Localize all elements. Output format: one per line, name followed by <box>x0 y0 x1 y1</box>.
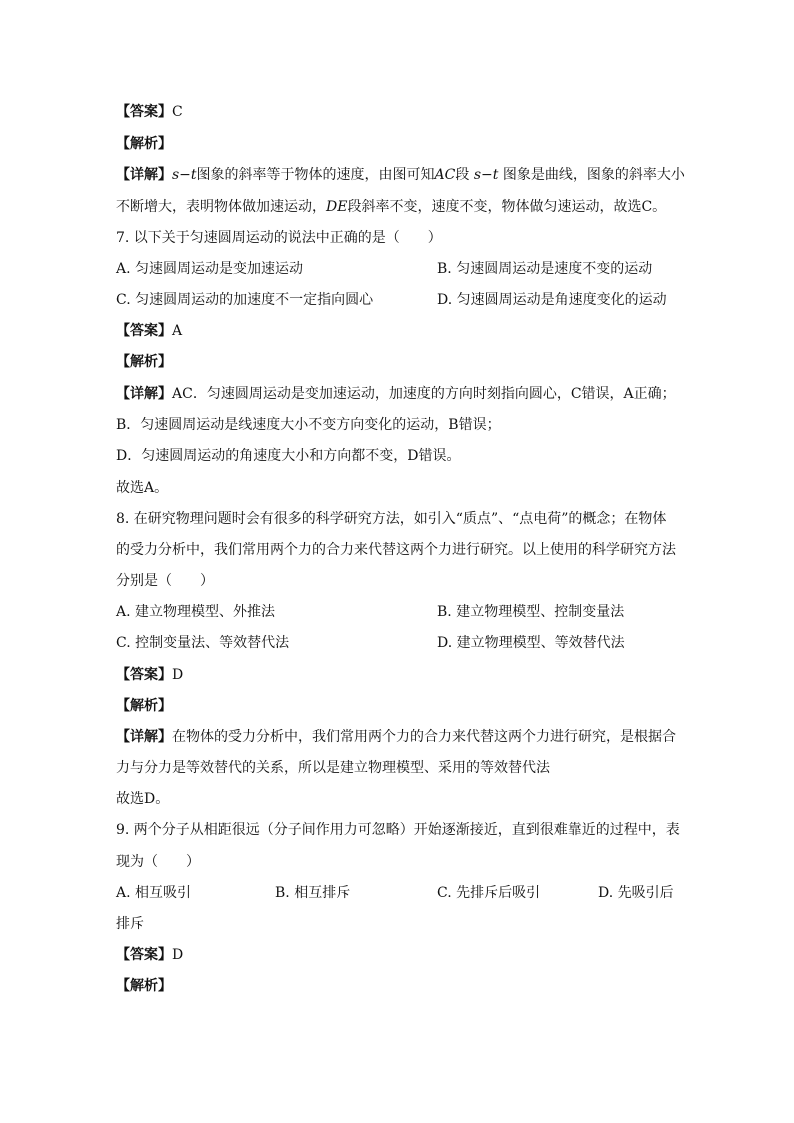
q7-answer-line <box>116 321 182 341</box>
answer-label: 【答案】 <box>116 947 172 963</box>
q8-analysis-label: 【解析】 <box>116 698 172 714</box>
q7-option-d: D. 匀速圆周运动是角速度变化的运动 <box>437 292 667 308</box>
text-span: 图象是曲线，图象的斜率大小 <box>502 167 685 183</box>
detail-label: 【详解】 <box>116 729 172 745</box>
q9-stem-line-2: 现为（ ） <box>116 854 200 870</box>
q8-detail-line-2: 力与分力是等效替代的关系，所以是建立物理模型、采用的等效替代法 <box>116 760 550 776</box>
answer-label: 【答案】 <box>116 323 172 339</box>
q9-option-c: C. 先排斥后吸引 <box>437 885 541 901</box>
text-span: 不断增大，表明物体做加速运动， <box>116 199 326 215</box>
q8-option-b: B. 建立物理模型、控制变量法 <box>437 604 625 620</box>
q9-stem-line-1: 9. 两个分子从相距很远（分子间作用力可忽略）开始逐渐接近，直到很难靠近的过程中，表 <box>116 822 680 838</box>
text-span: 段 <box>455 167 470 183</box>
answer-label: 【答案】 <box>116 104 172 120</box>
q6-detail-line-1 <box>116 165 685 185</box>
q7-detail-line-2: B．匀速圆周运动是线速度大小不变方向变化的运动，B错误； <box>116 417 501 433</box>
q6-analysis-label: 【解析】 <box>116 136 172 152</box>
q9-option-a: A. 相互吸引 <box>116 885 192 901</box>
q9-option-d: D. 先吸引后 <box>598 885 674 901</box>
q7-stem: 7. 以下关于匀速圆周运动的说法中正确的是（ ） <box>116 230 442 246</box>
q8-conclusion: 故选D。 <box>116 791 170 807</box>
q8-option-c: C. 控制变量法、等效替代法 <box>116 635 290 651</box>
q7-detail-line-3: D．匀速圆周运动的角速度大小和方向都不变，D错误。 <box>116 448 461 464</box>
q6-detail-line-2 <box>116 197 666 217</box>
answer-value: D <box>172 947 184 963</box>
answer-value: D <box>172 667 184 683</box>
q7-option-a: A. 匀速圆周运动是变加速运动 <box>116 261 304 277</box>
formula-s-t: s−t <box>172 167 197 183</box>
answer-value: A <box>172 323 183 339</box>
q7-analysis-label: 【解析】 <box>116 354 172 370</box>
text-span: 段斜率不变，速度不变，物体做匀速运动，故选C。 <box>347 199 667 215</box>
q9-analysis-label: 【解析】 <box>116 978 172 994</box>
q7-conclusion: 故选A。 <box>116 480 169 496</box>
q7-option-b: B. 匀速圆周运动是速度不变的运动 <box>437 261 653 277</box>
q8-stem-line-2: 的受力分析中，我们常用两个力的合力来代替这两个力进行研究。以上使用的科学研究方法 <box>116 542 676 558</box>
text-span: AC．匀速圆周运动是变加速运动，加速度的方向时刻指向圆心，C错误，A正确； <box>172 386 676 402</box>
detail-label: 【详解】 <box>116 167 172 183</box>
q8-detail-line-1 <box>116 727 676 747</box>
formula-ac: AC <box>434 167 456 183</box>
q8-option-d: D. 建立物理模型、等效替代法 <box>437 635 625 651</box>
answer-value: C <box>172 104 183 120</box>
q7-detail-line-1 <box>116 384 676 404</box>
detail-label: 【详解】 <box>116 386 172 402</box>
q7-option-c: C. 匀速圆周运动的加速度不一定指向圆心 <box>116 292 374 308</box>
q9-option-d-continued: 排斥 <box>116 916 144 932</box>
text-span: 在物体的受力分析中，我们常用两个力的合力来代替这两个力进行研究，是根据合 <box>172 729 676 745</box>
q6-answer-line <box>116 102 183 122</box>
q8-stem-line-3: 分别是（ ） <box>116 573 214 589</box>
q8-stem-line-1: 8. 在研究物理问题时会有很多的科学研究方法，如引入“质点”、“点电荷”的概念；在物体 <box>116 511 667 527</box>
formula-de: DE <box>326 199 348 215</box>
q9-answer-line <box>116 945 183 965</box>
q9-option-b: B. 相互排斥 <box>275 885 351 901</box>
text-span: 图象的斜率等于物体的速度，由图可知 <box>196 167 435 183</box>
answer-label: 【答案】 <box>116 667 172 683</box>
q8-answer-line <box>116 665 183 685</box>
formula-s-t: s−t <box>473 167 499 183</box>
q8-option-a: A. 建立物理模型、外推法 <box>116 604 276 620</box>
